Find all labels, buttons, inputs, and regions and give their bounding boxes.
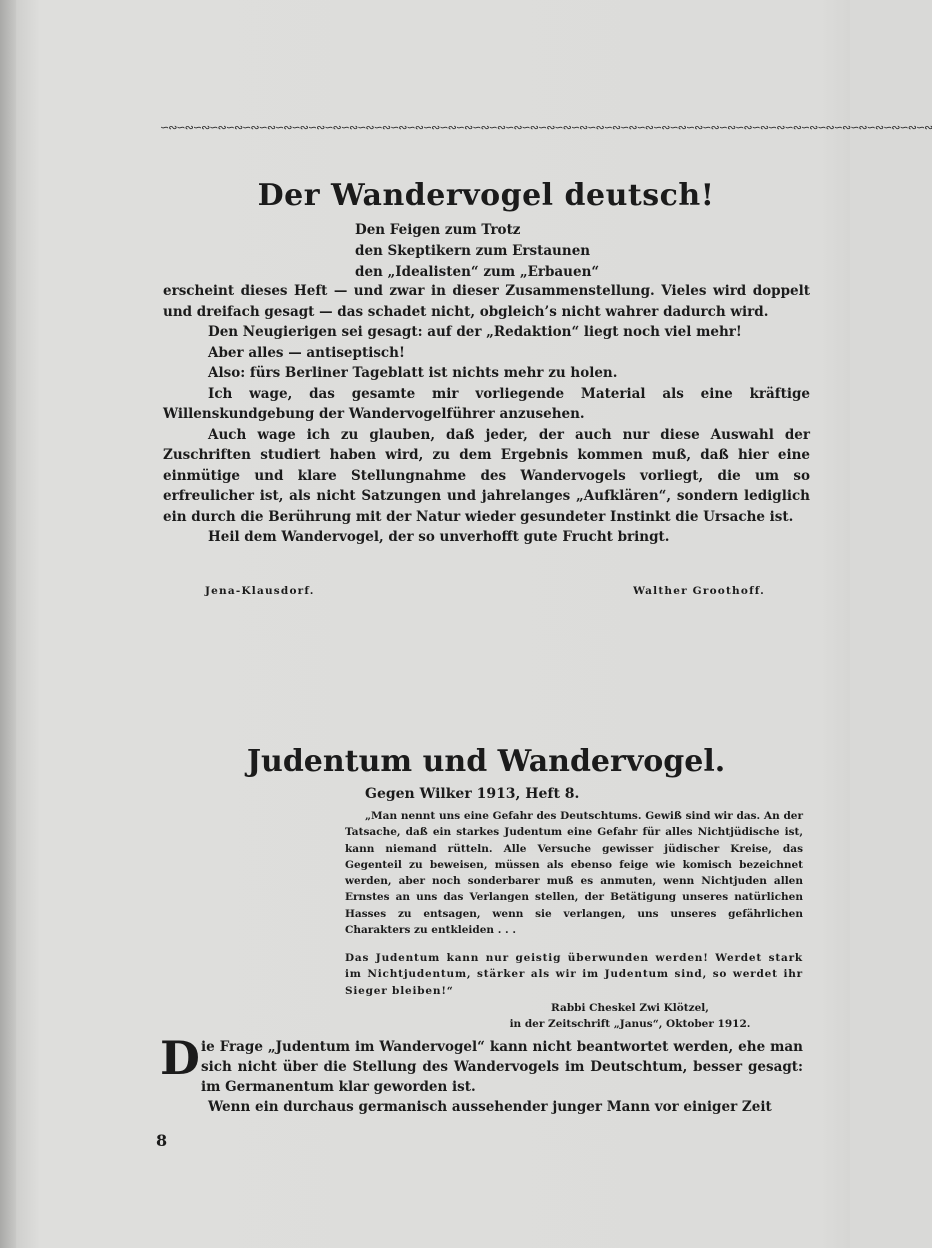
quote-attribution [470, 1000, 790, 1033]
drop-cap: D [160, 1031, 200, 1085]
block-quote [345, 808, 803, 938]
author: Walther Groothoff. [633, 585, 765, 597]
motto [355, 220, 775, 283]
paragraph: Wenn ein durchaus germanisch aussehender junger Mann vor einiger Zeit [208, 1099, 772, 1115]
article-title-1: Der Wandervogel deutsch! [257, 178, 715, 213]
signature-row [205, 585, 765, 603]
paragraph: Also: fürs Berliner Tageblatt ist nichts mehr zu holen. [208, 365, 618, 381]
motto-line: Den Feigen zum Trotz [355, 222, 521, 238]
motto-line: den Skeptikern zum Erstaunen [355, 243, 591, 259]
paragraph: Aber alles — antiseptisch! [208, 344, 405, 361]
reference-line: Gegen Wilker 1913, Heft 8. [365, 786, 580, 802]
quote-paragraph: „Man nennt uns eine Gefahr des Deutschtums. Gewiß sind wir das. An der Tatsache, daß ein starkes Judentum eine Gefahr für alles Nichtjüdische ist, kann niemand rütteln. Alle Versuche gewisser jüdischer Kreise, das Gegenteil zu beweisen, müssen als ebenso feige wie komisch bezeichnet werden, aber noch sonderbarer muß es anmuten, wenn Nichtjuden allen Ernstes an uns das Verlangen stellen, der Betätigung unseres natürlichen Hasses zu entsagen, wenn sie verlangen, uns unseres gefährlichen Charakters zu entkleiden . . . [345, 810, 803, 937]
page-number: 8 [156, 1131, 168, 1150]
paragraph: Heil dem Wandervogel, der so unverhofft gute Frucht bringt. [208, 529, 670, 545]
binding-gutter [0, 0, 16, 1248]
block-quote-continued [345, 950, 803, 999]
article-1-body [163, 281, 810, 548]
paragraph: Ich wage, das gesamte mir vorliegende Material als eine kräftige Willenskundgebung der Wandervogelführer anzusehen. [163, 385, 810, 422]
quote-paragraph: Das Judentum kann nur geistig überwunden werden! Werdet stark im Nichtjudentum, stärker als wir im Judentum sind, so werdet ihr Sieger bleiben!“ [345, 952, 803, 997]
place: Jena-Klausdorf. [205, 585, 315, 597]
article-title-2: Judentum und Wandervogel. [246, 744, 726, 779]
paragraph: ie Frage „Judentum im Wandervogel“ kann nicht beantwortet werden, ehe man sich nicht über die Stellung des Wandervogels im Deutschtum, besser gesagt: im Germanentum klar geworden ist. [201, 1039, 803, 1095]
motto-line: den „Idealisten“ zum „Erbauen“ [355, 264, 600, 280]
article-2-body [163, 1037, 803, 1117]
paragraph: Auch wage ich zu glauben, daß jeder, der auch nur diese Auswahl der Zuschriften studiert haben wird, zu dem Ergebnis kommen muß, daß hier eine einmütige und klare Stellungnahme des Wandervogels vorliegt, die um so erfreulicher ist, als nicht Satzungen und jahrelanges „Aufklären“, sondern lediglich ein durch die Berührung mit der Natur wieder gesundeter Instinkt die Ursache ist. [163, 426, 810, 525]
ornamental-rule: ∽∾∽∾∽∾∽∾∽∾∽∾∽∾∽∾∽∾∽∾∽∾∽∾∽∾∽∾∽∾∽∾∽∾∽∾∽∾∽∾∽∾∽∾∽∾∽∾∽∾∽∾∽∾∽∾∽∾∽∾∽∾∽∾∽∾∽∾∽∾∽∾∽∾∽∾∽∾∽∾∽∾∽∾∽∾∽∾∽∾∽∾∽∾ [160, 121, 932, 134]
paragraph: Den Neugierigen sei gesagt: auf der „Redaktion“ liegt noch viel mehr! [208, 324, 742, 340]
quote-source: in der Zeitschrift „Janus“, Oktober 1912. [509, 1018, 751, 1031]
paragraph: erscheint dieses Heft — und zwar in dieser Zusammenstellung. Vieles wird doppelt und dreifach gesagt — das schadet nicht, obgleich’s nicht wahrer dadurch wird. [163, 283, 810, 320]
quote-author: Rabbi Cheskel Zwi Klötzel, [551, 1002, 709, 1014]
